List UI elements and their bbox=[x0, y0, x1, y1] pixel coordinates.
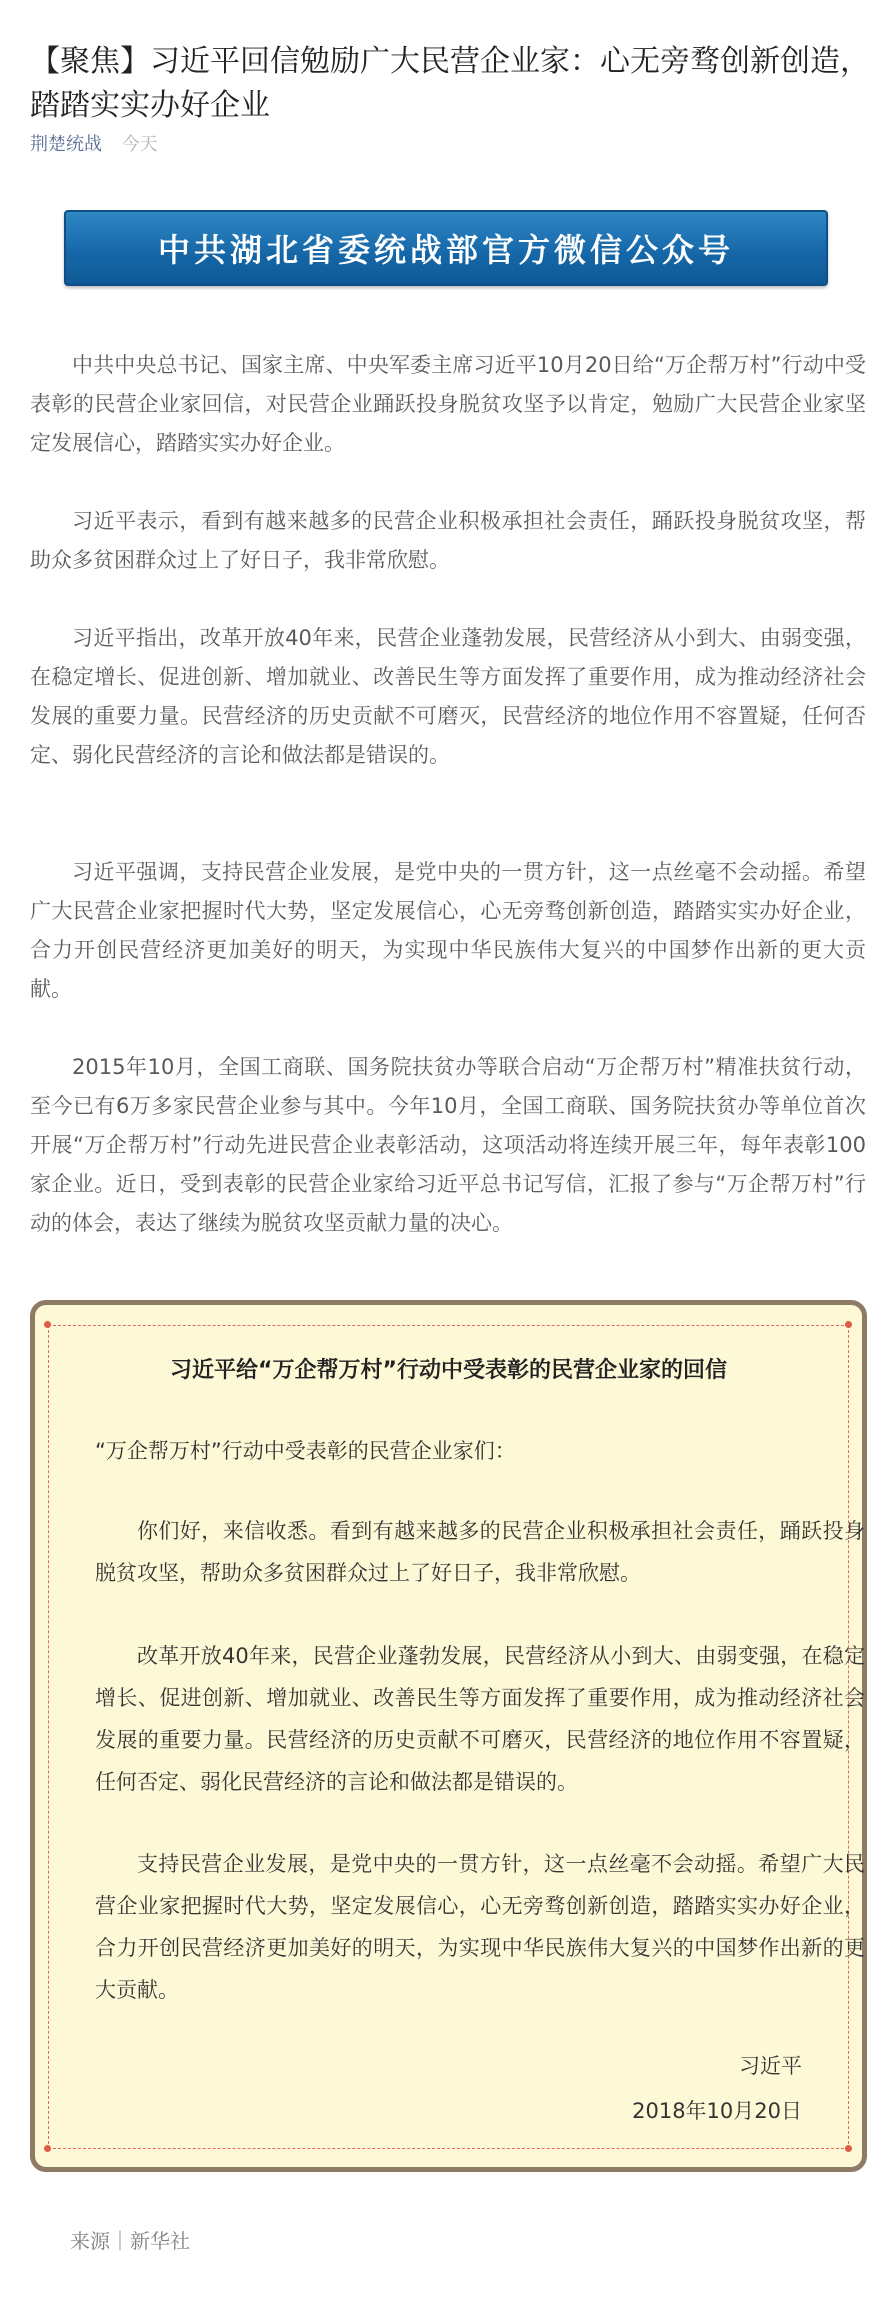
letter-paragraph-1: 你们好，来信收悉。看到有越来越多的民营企业积极承担社会责任，踊跃投身脱贫攻坚，帮助众多贫困群众过上了好日子，我非常欣慰。 bbox=[95, 1519, 865, 1585]
letter-box bbox=[30, 1300, 867, 2172]
paragraph-2: 习近平表示，看到有越来越多的民营企业积极承担社会责任，踊跃投身脱贫攻坚，帮助众多贫困群众过上了好日子，我非常欣慰。 bbox=[30, 509, 866, 572]
letter-signature: 习近平 bbox=[739, 2054, 802, 2078]
paragraph-3: 习近平指出，改革开放40年来，民营企业蓬勃发展，民营经济从小到大、由弱变强，在稳定增长、促进创新、增加就业、改善民生等方面发挥了重要作用，成为推动经济社会发展的重要力量。民营经济的历史贡献不可磨灭，民营经济的地位作用不容置疑，任何否定、弱化民营经济的言论和做法都是错误的。 bbox=[30, 626, 866, 767]
article-meta bbox=[30, 133, 158, 157]
paragraph-4: 习近平强调，支持民营企业发展，是党中央的一贯方针，这一点丝毫不会动摇。希望广大民营企业家把握时代大势，坚定发展信心，心无旁骛创新创造，踏踏实实办好企业，合力开创民营经济更加美好的明天，为实现中华民族伟大复兴的中国梦作出新的更大贡献。 bbox=[30, 860, 866, 1001]
article-title: 【聚焦】习近平回信勉励广大民营企业家：心无旁骛创新创造，踏踏实实办好企业 bbox=[30, 44, 870, 123]
letter-title: 习近平给“万企帮万村”行动中受表彰的民营企业家的回信 bbox=[170, 1358, 727, 1383]
letter-paragraph-3: 支持民营企业发展，是党中央的一贯方针，这一点丝毫不会动摇。希望广大民营企业家把握时代大势，坚定发展信心，心无旁骛创新创造，踏踏实实办好企业，合力开创民营经济更加美好的明天，为实现中华民族伟大复兴的中国梦作出新的更大贡献。 bbox=[95, 1852, 865, 2002]
paragraph-1: 中共中央总书记、国家主席、中央军委主席习近平10月20日给“万企帮万村”行动中受表彰的民营企业家回信，对民营企业踊跃投身脱贫攻坚予以肯定，勉励广大民营企业家坚定发展信心，踏踏实实办好企业。 bbox=[30, 353, 866, 455]
corner-dot bbox=[845, 2145, 852, 2152]
letter-salutation: “万企帮万村”行动中受表彰的民营企业家们： bbox=[95, 1439, 516, 1463]
corner-dot bbox=[44, 2145, 51, 2152]
letter-paragraph-2: 改革开放40年来，民营企业蓬勃发展，民营经济从小到大、由弱变强，在稳定增长、促进创新、增加就业、改善民生等方面发挥了重要作用，成为推动经济社会发展的重要力量。民营经济的历史贡献不可磨灭，民营经济的地位作用不容置疑，任何否定、弱化民营经济的言论和做法都是错误的。 bbox=[95, 1644, 865, 1794]
account-name-link[interactable]: 荆楚统战 bbox=[30, 134, 102, 155]
banner-text: 中共湖北省委统战部官方微信公众号 bbox=[157, 231, 734, 269]
account-banner bbox=[64, 210, 828, 286]
letter-date: 2018年10月20日 bbox=[632, 2099, 802, 2123]
corner-dot bbox=[845, 1321, 852, 1328]
publish-date: 今天 bbox=[121, 134, 158, 155]
corner-dot bbox=[44, 1321, 51, 1328]
source-credit: 来源｜新华社 bbox=[70, 2229, 190, 2253]
paragraph-5: 2015年10月，全国工商联、国务院扶贫办等联合启动“万企帮万村”精准扶贫行动，至今已有6万多家民营企业参与其中。今年10月，全国工商联、国务院扶贫办等单位首次开展“万企帮万村”行动先进民营企业表彰活动，这项活动将连续开展三年，每年表彰100家企业。近日，受到表彰的民营企业家给习近平总书记写信，汇报了参与“万企帮万村”行动的体会，表达了继续为脱贫攻坚贡献力量的决心。 bbox=[30, 1055, 866, 1235]
